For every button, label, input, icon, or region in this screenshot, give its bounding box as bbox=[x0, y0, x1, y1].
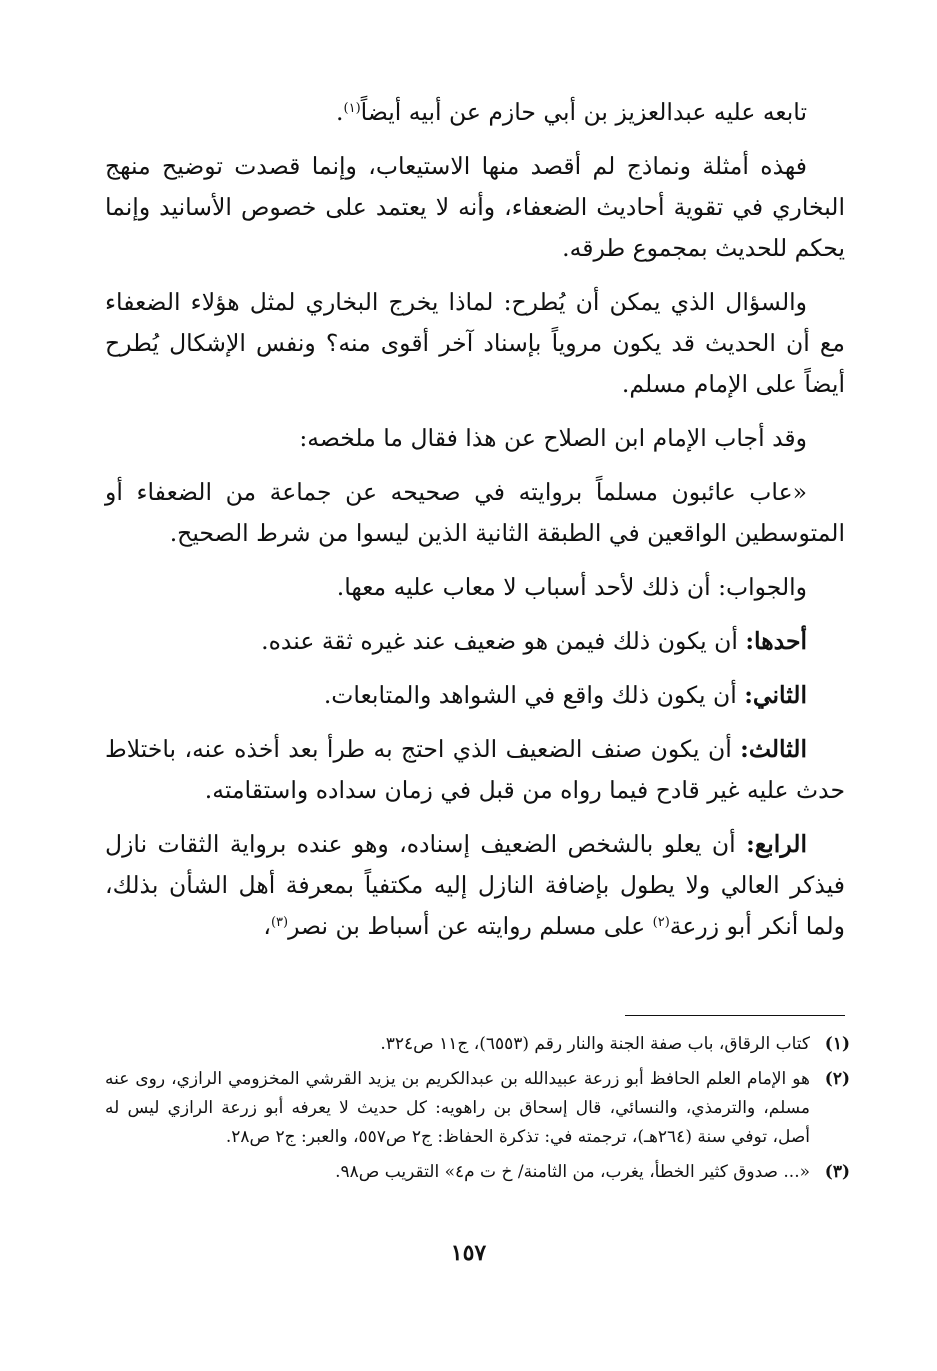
footnote-text: «... صدوق كثير الخطأ، يغرب، من الثامنة/ خ ت م٤» التقريب ص٩٨. bbox=[335, 1162, 810, 1182]
paragraph-1: تابعه عليه عبدالعزيز بن أبي حازم عن أبيه أيضاً$^{(١)}$. bbox=[336, 98, 807, 126]
footnote-ref-2[interactable]: (٢) bbox=[652, 915, 670, 930]
quote-paragraph: «عاب عائبون مسلماً بروايته في صحيحه عن جماعة من الضعفاء أو المتوسطين الواقعين في الطبقة الثانية الذين ليسوا من شرط الصحيح. bbox=[105, 478, 845, 547]
footnotes bbox=[105, 1030, 850, 1193]
paragraph-2: فهذه أمثلة ونماذج لم أقصد منها الاستيعاب، وإنما قصدت توضيح منهج البخاري في تقوية أحاديث الضعفاء، وأنه لا يعتمد على خصوص الأسانيد وإنما يحكم للحديث بمجموع طرقه. bbox=[105, 152, 845, 262]
answer-paragraph: والجواب: أن ذلك لأحد أسباب لا معاب عليه معها. bbox=[336, 573, 807, 601]
footnote-number: (١) bbox=[824, 1034, 850, 1054]
reason-third-label: الثالث: bbox=[740, 735, 807, 763]
footnote-separator bbox=[625, 1015, 845, 1016]
reason-first: أحدها: أن يكون ذلك فيمن هو ضعيف عند غيره ثقة عنده. bbox=[261, 627, 807, 655]
reason-first-label: أحدها: bbox=[745, 627, 807, 655]
paragraph-4: وقد أجاب الإمام ابن الصلاح عن هذا فقال ما ملخصه: bbox=[299, 424, 807, 452]
footnote-text: كتاب الرقاق، باب صفة الجنة والنار رقم (٦٥٥٣)، ج١١ ص٣٢٤. bbox=[380, 1034, 810, 1054]
footnote-3 bbox=[105, 1158, 850, 1187]
footnote-ref-1[interactable]: (١) bbox=[343, 101, 361, 116]
footnote-ref-3[interactable]: (٣) bbox=[270, 915, 289, 930]
reason-third: الثالث: أن يكون صنف الضعيف الذي احتج به طرأ بعد أخذه عنه، باختلاط حدث عليه غير قادح فيما رواه من قبل في زمان سداده واستقامته. bbox=[105, 735, 845, 804]
reason-fourth-label: الرابع: bbox=[746, 830, 807, 858]
reason-second: الثاني: أن يكون ذلك واقع في الشواهد والمتابعات. bbox=[323, 681, 807, 709]
main-text bbox=[105, 92, 845, 960]
reason-second-label: الثاني: bbox=[744, 681, 807, 709]
paragraph-3: والسؤال الذي يمكن أن يُطرح: لماذا يخرج البخاري لمثل هؤلاء الضعفاء مع أن الحديث قد يكون مروياً بإسناد آخر أقوى منه؟ ونفس الإشكال يُطرح أيضاً على الإمام مسلم. bbox=[105, 288, 845, 398]
page-number: ١٥٧ bbox=[450, 1240, 487, 1266]
footnote-number: (٣) bbox=[824, 1162, 850, 1182]
footnote-text: هو الإمام العلم الحافظ أبو زرعة عبيدالله بن عبدالكريم بن يزيد القرشي المخزومي الرازي، روى عنه مسلم، والترمذي، والنسائي، قال إسحاق بن راهويه: كل حديث لا يعرفه أبو زرعة الرازي ليس له أصل، توفي سنة (٢٦٤هـ)، ترجمته في: تذكرة الحفاظ: ج٢ ص٥٥٧، والعبر: ج٢ ص٢٨. bbox=[105, 1069, 810, 1147]
footnote-number: (٢) bbox=[824, 1069, 850, 1089]
footnote-1 bbox=[105, 1030, 850, 1059]
footnote-2 bbox=[105, 1065, 850, 1152]
reason-fourth: الرابع: أن يعلو بالشخص الضعيف إسناده، وهو عنده برواية الثقات نازل فيذكر العالي ولا يطول بإضافة النازل إليه مكتفياً بمعرفة أهل الشأن بذلك، ولما أنكر أبو زرعة$^{(٢)}$ على مسلم روايته عن أسباط بن نصر$^{(٣)}$، bbox=[105, 830, 845, 940]
